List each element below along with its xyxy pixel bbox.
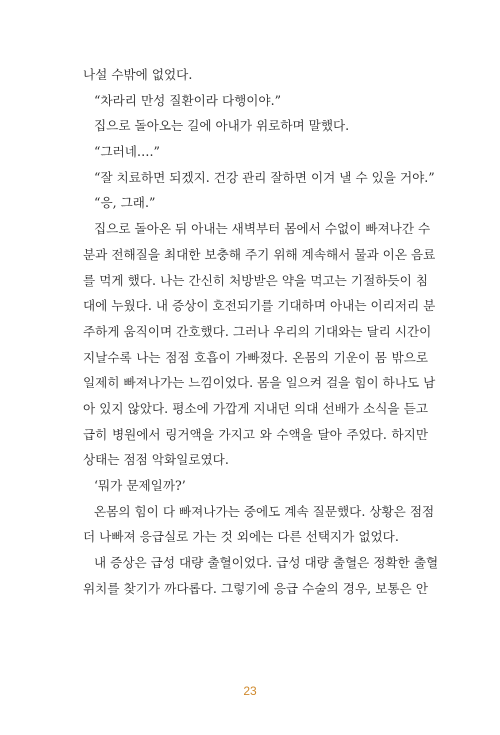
text-line: 를 먹게 했다. 나는 간신히 처방받은 약을 먹고는 기절하듯이 침 bbox=[83, 272, 428, 288]
text-line: 나설 수밖에 없었다. bbox=[83, 67, 193, 82]
text-line: 상태는 점점 악화일로였다. bbox=[83, 452, 229, 468]
text-line: 대에 누웠다. 내 증상이 호전되기를 기대하며 아내는 이리저리 분 bbox=[83, 298, 436, 314]
text-line: 집으로 돌아오는 길에 아내가 위로하며 말했다. bbox=[94, 118, 350, 134]
text-line: ‘뭐가 문제일까?’ bbox=[94, 478, 186, 493]
text-line: 지날수록 나는 점점 호흡이 가빠졌다. 온몸의 기운이 몸 밖으로 bbox=[83, 349, 428, 365]
text-line: 더 나빠져 응급실로 가는 것 외에는 다른 선택지가 없었다. bbox=[83, 529, 399, 545]
text-line: “차라리 만성 질환이라 다행이야.” bbox=[94, 92, 282, 108]
text-line: “응, 그래.” bbox=[94, 195, 156, 211]
text-line: 내 증상은 급성 대량 출혈이었다. 급성 대량 출혈은 정확한 출혈 bbox=[94, 555, 439, 571]
text-line: 아 있지 않았다. 평소에 가깝게 지내던 의대 선배가 소식을 듣고 bbox=[83, 400, 428, 416]
body-text bbox=[83, 62, 439, 601]
text-line: 위치를 찾기가 까다롭다. 그렇기에 응급 수술의 경우, 보통은 안 bbox=[83, 580, 428, 596]
text-line: 분과 전해질을 최대한 보충해 주기 위해 계속해서 물과 이온 음료 bbox=[83, 246, 436, 262]
text-line: “그러네….” bbox=[94, 144, 160, 160]
page-number: 23 bbox=[243, 684, 257, 698]
text-line: 주하게 움직이며 간호했다. 그러나 우리의 기대와는 달리 시간이 bbox=[83, 323, 432, 339]
text-line: 온몸의 힘이 다 빠져나가는 중에도 계속 질문했다. 상황은 점점 bbox=[94, 503, 435, 519]
text-line: 집으로 돌아온 뒤 아내는 새벽부터 몸에서 수없이 빠져나간 수 bbox=[94, 221, 431, 237]
text-line: “잘 치료하면 되겠지. 건강 관리 잘하면 이겨 낼 수 있을 거야.” bbox=[94, 169, 435, 185]
text-line: 급히 병원에서 링거액을 가지고 와 수액을 달아 주었다. 하지만 bbox=[83, 426, 428, 442]
text-line: 일제히 빠져나가는 느낌이었다. 몸을 일으켜 걸을 힘이 하나도 남 bbox=[83, 375, 436, 391]
